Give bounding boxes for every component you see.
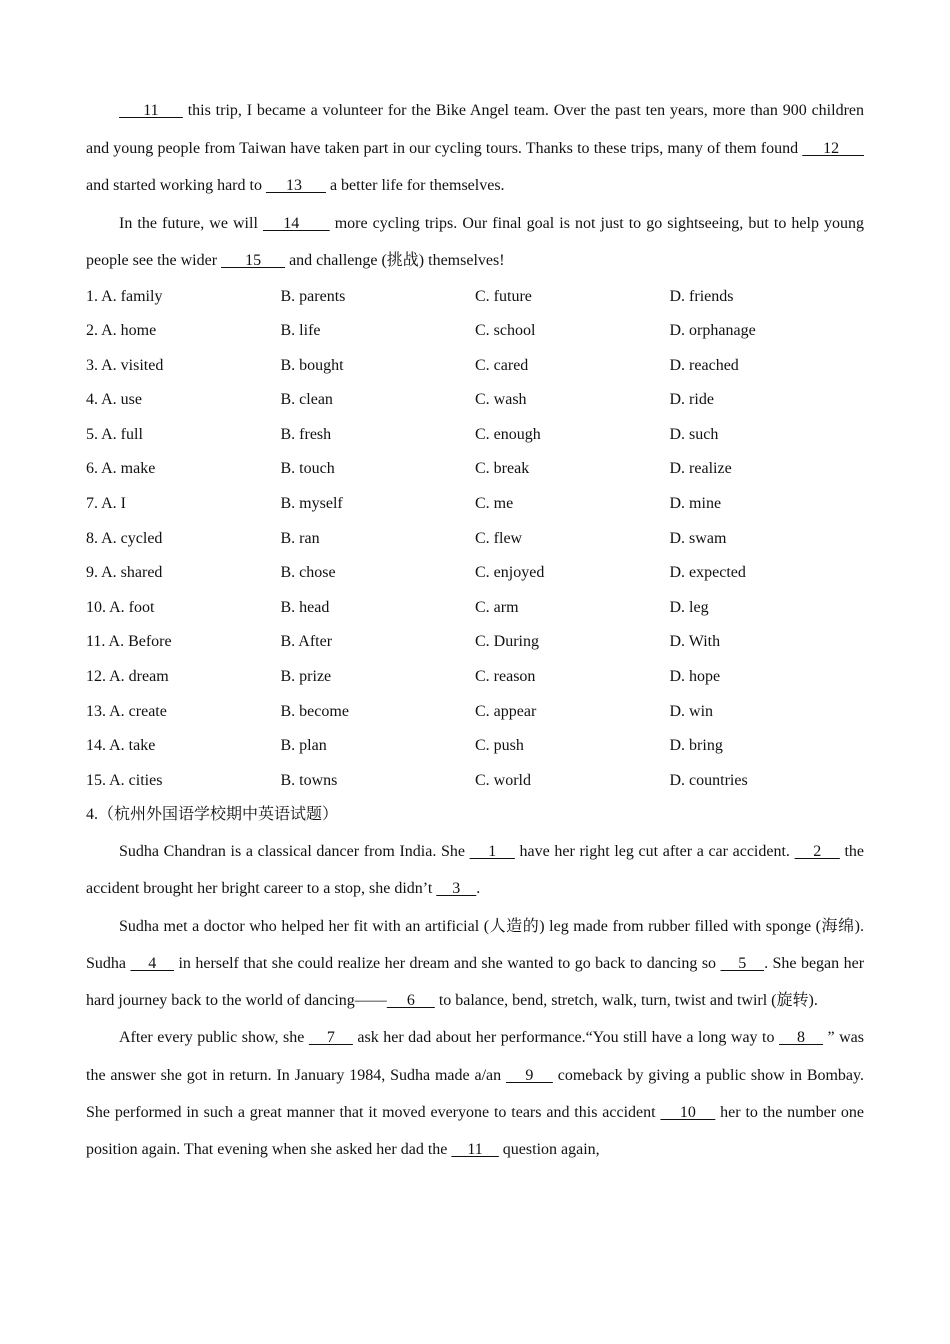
option-row [86, 383, 864, 418]
blank-9[interactable]: 9 [505, 1066, 553, 1084]
blank-6[interactable]: 6 [386, 992, 435, 1010]
option-c[interactable]: C. cared [475, 356, 529, 374]
text: her to the number one position again. That evening when she asked her dad the [86, 1104, 865, 1159]
option-c[interactable]: C. During [475, 633, 539, 651]
option-row [86, 418, 864, 453]
option-b[interactable]: B. ran [280, 529, 320, 547]
option-b[interactable]: B. After [280, 633, 333, 651]
option-row [86, 314, 864, 349]
option-d[interactable]: D. ride [669, 391, 714, 409]
text: and started working hard to [86, 177, 266, 194]
text: In the future, we will [119, 214, 263, 232]
option-row [86, 349, 864, 384]
option-row [86, 280, 864, 315]
option-d[interactable]: D. swam [669, 529, 727, 547]
option-a[interactable]: 12. A. dream [86, 668, 169, 686]
text: question again, [498, 1141, 600, 1159]
option-c[interactable]: C. enough [475, 425, 541, 443]
option-d[interactable]: D. orphanage [669, 322, 756, 340]
option-a[interactable]: 4. A. use [86, 391, 142, 409]
option-a[interactable]: 8. A. cycled [86, 529, 163, 547]
text: have her right leg cut after a car accident. [514, 843, 795, 860]
option-b[interactable]: B. plan [280, 737, 327, 755]
option-row [86, 729, 864, 764]
option-b[interactable]: B. head [280, 598, 330, 616]
option-a[interactable]: 7. A. I [86, 495, 126, 513]
option-a[interactable]: 6. A. make [86, 460, 156, 478]
option-c[interactable]: C. reason [475, 668, 536, 686]
option-row [86, 660, 864, 695]
text: this trip, I became a volunteer for the Bike Angel team. Over the past ten years, more than 900 children and young people from Taiwan have taken part in our cycling tours. Thanks to these trips, many of them found [86, 102, 864, 157]
option-d[interactable]: D. realize [669, 460, 732, 478]
option-a[interactable]: 15. A. cities [86, 771, 163, 789]
option-a[interactable]: 3. A. visited [86, 356, 164, 374]
option-a[interactable]: 2. A. home [86, 322, 157, 340]
option-a[interactable]: 1. A. family [86, 287, 163, 305]
text: to balance, bend, stretch, walk, turn, twist and twirl (旋转). [434, 992, 818, 1010]
option-b[interactable]: B. bought [280, 356, 344, 374]
blank-14[interactable]: 14 [262, 214, 330, 232]
option-b[interactable]: B. towns [280, 771, 338, 789]
option-c[interactable]: C. enjoyed [475, 564, 545, 582]
text: After every public show, she [119, 1029, 309, 1047]
option-b[interactable]: B. myself [280, 495, 343, 513]
option-c[interactable]: C. arm [475, 598, 519, 616]
blank-7[interactable]: 7 [308, 1029, 353, 1047]
option-c[interactable]: C. push [475, 737, 524, 755]
section4-paragraph-3 [86, 1019, 864, 1168]
options-table [86, 280, 864, 799]
blank-4[interactable]: 4 [130, 954, 175, 972]
option-b[interactable]: B. prize [280, 668, 332, 686]
option-b[interactable]: B. become [280, 702, 349, 720]
option-d[interactable]: D. expected [669, 564, 746, 582]
text: ask her dad about her performance.“You still have a long way to [352, 1029, 779, 1047]
text: the accident brought her bright career to a stop, she didn’t [86, 843, 864, 898]
option-b[interactable]: B. touch [280, 460, 335, 478]
option-c[interactable]: C. future [475, 287, 532, 305]
option-c[interactable]: C. break [475, 460, 530, 478]
option-a[interactable]: 10. A. foot [86, 598, 155, 616]
text: . She began her hard journey back to the world of dancing—— [86, 954, 865, 1010]
option-d[interactable]: D. mine [669, 495, 722, 513]
text: comeback by giving a public show in Bombay. She performed in such a great manner that it moved everyone to tears and this accident [86, 1066, 864, 1122]
option-b[interactable]: B. clean [280, 391, 333, 409]
option-a[interactable]: 9. A. shared [86, 564, 163, 582]
option-a[interactable]: 14. A. take [86, 737, 156, 755]
blank-1[interactable]: 1 [469, 843, 515, 860]
blank-13[interactable]: 13 [265, 177, 326, 194]
option-c[interactable]: C. me [475, 495, 514, 513]
option-b[interactable]: B. fresh [280, 425, 332, 443]
blank-2[interactable]: 2 [794, 843, 840, 860]
option-row [86, 695, 864, 730]
option-d[interactable]: D. bring [669, 737, 723, 755]
option-d[interactable]: D. such [669, 425, 719, 443]
option-d[interactable]: D. With [669, 633, 721, 651]
blank-12[interactable]: 12 [802, 139, 865, 157]
text: Sudha met a doctor who helped her fit with an artificial (人造的) leg made from rubber filled with sponge (海绵). Sudha [86, 917, 864, 972]
option-row [86, 591, 864, 626]
option-row [86, 764, 864, 799]
passage-paragraph-1 [86, 92, 864, 205]
passage-paragraph-2 [86, 205, 864, 280]
option-c[interactable]: C. school [475, 322, 536, 340]
blank-5[interactable]: 5 [720, 954, 765, 972]
option-d[interactable]: D. reached [669, 356, 739, 374]
text: in herself that she could realize her dream and she wanted to go back to dancing so [174, 954, 721, 972]
option-row [86, 522, 864, 557]
option-row [86, 487, 864, 522]
document-page [86, 92, 864, 1169]
blank-3[interactable]: 3 [436, 880, 477, 898]
option-c[interactable]: C. wash [475, 391, 527, 409]
option-c[interactable]: C. flew [475, 529, 523, 547]
option-b[interactable]: B. chose [280, 564, 336, 582]
text: more cycling trips. Our final goal is not just to go sightseeing, but to help young people see the wider [86, 214, 865, 269]
section-heading: 4.（杭州外国语学校期中英语试题） [86, 806, 339, 824]
text: Sudha Chandran is a classical dancer from India. She [119, 843, 470, 860]
section4-paragraph-2 [86, 908, 864, 1020]
blank-10[interactable]: 10 [660, 1104, 716, 1122]
option-d[interactable]: D. hope [669, 668, 721, 686]
option-row [86, 556, 864, 591]
text: and challenge (挑战) themselves! [285, 252, 505, 269]
text: ” was the answer she got in return. In January 1984, Sudha made a/an [86, 1029, 865, 1084]
blank-11-s4[interactable]: 11 [451, 1141, 499, 1159]
text: . [476, 880, 481, 898]
option-c[interactable]: C. appear [475, 702, 537, 720]
option-b[interactable]: B. life [280, 322, 321, 340]
blank-8[interactable]: 8 [779, 1029, 824, 1047]
option-row [86, 625, 864, 660]
blank-15[interactable]: 15 [221, 252, 286, 269]
section4-paragraph-1 [86, 833, 864, 908]
option-row [86, 452, 864, 487]
option-d[interactable]: D. friends [669, 287, 734, 305]
option-d[interactable]: D. win [669, 702, 714, 720]
option-a[interactable]: 11. A. Before [86, 633, 172, 651]
option-a[interactable]: 5. A. full [86, 425, 143, 443]
text: a better life for themselves. [325, 177, 505, 194]
option-b[interactable]: B. parents [280, 287, 346, 305]
blank-11[interactable]: 11 [119, 102, 183, 119]
option-d[interactable]: D. leg [669, 598, 709, 616]
option-c[interactable]: C. world [475, 771, 531, 789]
option-d[interactable]: D. countries [669, 771, 748, 789]
option-a[interactable]: 13. A. create [86, 702, 167, 720]
